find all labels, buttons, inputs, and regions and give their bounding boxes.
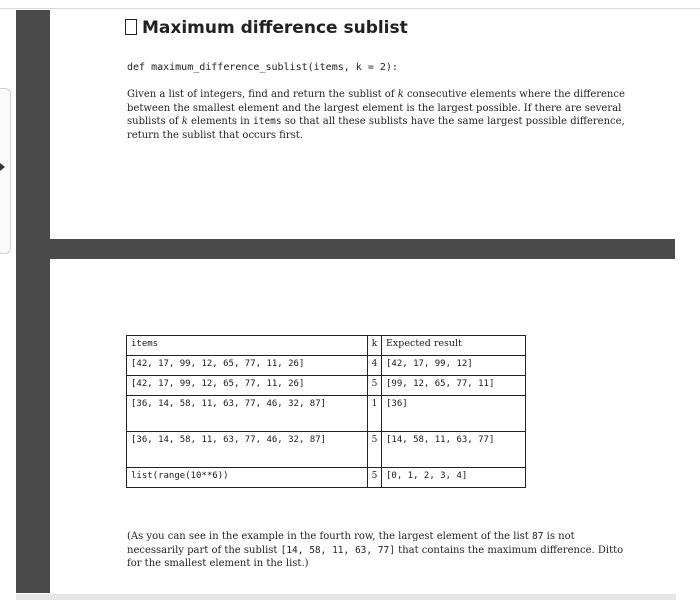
cell-items: [36, 14, 58, 11, 63, 77, 46, 32, 87] — [127, 396, 368, 432]
cell-k: 5 — [368, 432, 382, 468]
problem-description — [127, 88, 632, 142]
table-row — [127, 432, 526, 468]
missing-glyph-icon — [125, 19, 137, 35]
note-text: that contains the maximum difference. Ditto for the smallest element in the list.) — [127, 544, 624, 569]
bottom-divider — [16, 594, 676, 600]
header-k: k — [368, 336, 382, 356]
footnote — [127, 530, 632, 571]
note-text: (As you can see in the example in the fourth row, the largest element of the list — [127, 531, 533, 542]
side-panel-tab[interactable] — [0, 88, 11, 254]
cell-result: [42, 17, 99, 12] — [382, 356, 526, 376]
cell-items: list(range(10**6)) — [127, 468, 368, 488]
header-items: items — [127, 336, 368, 356]
description-text: consecutive elements where the difference between the smallest element and the largest element is the largest possible. If there are several sublists of — [127, 89, 625, 127]
description-text: so that all these sublists have the same largest possible difference, return the sublist that occurs first. — [127, 116, 625, 141]
cell-k: 5 — [368, 468, 382, 488]
table-row — [127, 356, 526, 376]
note-code-number: 87 — [532, 531, 544, 542]
description-code-items: items — [253, 116, 282, 127]
header-expected-result: Expected result — [382, 336, 526, 356]
top-divider — [0, 8, 700, 9]
cell-items: [42, 17, 99, 12, 65, 77, 11, 26] — [127, 356, 368, 376]
table-row — [127, 468, 526, 488]
table-row — [127, 396, 526, 432]
description-var-k: k — [397, 89, 404, 100]
cell-k: 5 — [368, 376, 382, 396]
cell-result: [0, 1, 2, 3, 4] — [382, 468, 526, 488]
note-text: is not necessarily part of the sublist — [127, 531, 575, 556]
note-code-sublist: [14, 58, 11, 63, 77] — [280, 544, 395, 556]
expand-arrow-icon[interactable] — [0, 163, 5, 171]
left-page-border — [16, 10, 50, 593]
page-title-text: Maximum difference sublist — [142, 18, 408, 38]
cell-result: [14, 58, 11, 63, 77] — [382, 432, 526, 468]
page-title — [125, 18, 408, 38]
description-var-k: k — [181, 116, 188, 127]
function-signature: def maximum_difference_sublist(items, k = 2): — [127, 62, 398, 73]
table-header-row — [127, 336, 526, 356]
cell-k: 1 — [368, 396, 382, 432]
cell-result: [36] — [382, 396, 526, 432]
cell-items: [42, 17, 99, 12, 65, 77, 11, 26] — [127, 376, 368, 396]
page-separator-bar — [16, 239, 675, 259]
description-text: elements in — [187, 116, 253, 127]
cell-items: [36, 14, 58, 11, 63, 77, 46, 32, 87] — [127, 432, 368, 468]
cell-k: 4 — [368, 356, 382, 376]
description-text: Given a list of integers, find and return the sublist of — [127, 89, 398, 100]
cell-result: [99, 12, 65, 77, 11] — [382, 376, 526, 396]
examples-table — [126, 335, 526, 488]
table-row — [127, 376, 526, 396]
